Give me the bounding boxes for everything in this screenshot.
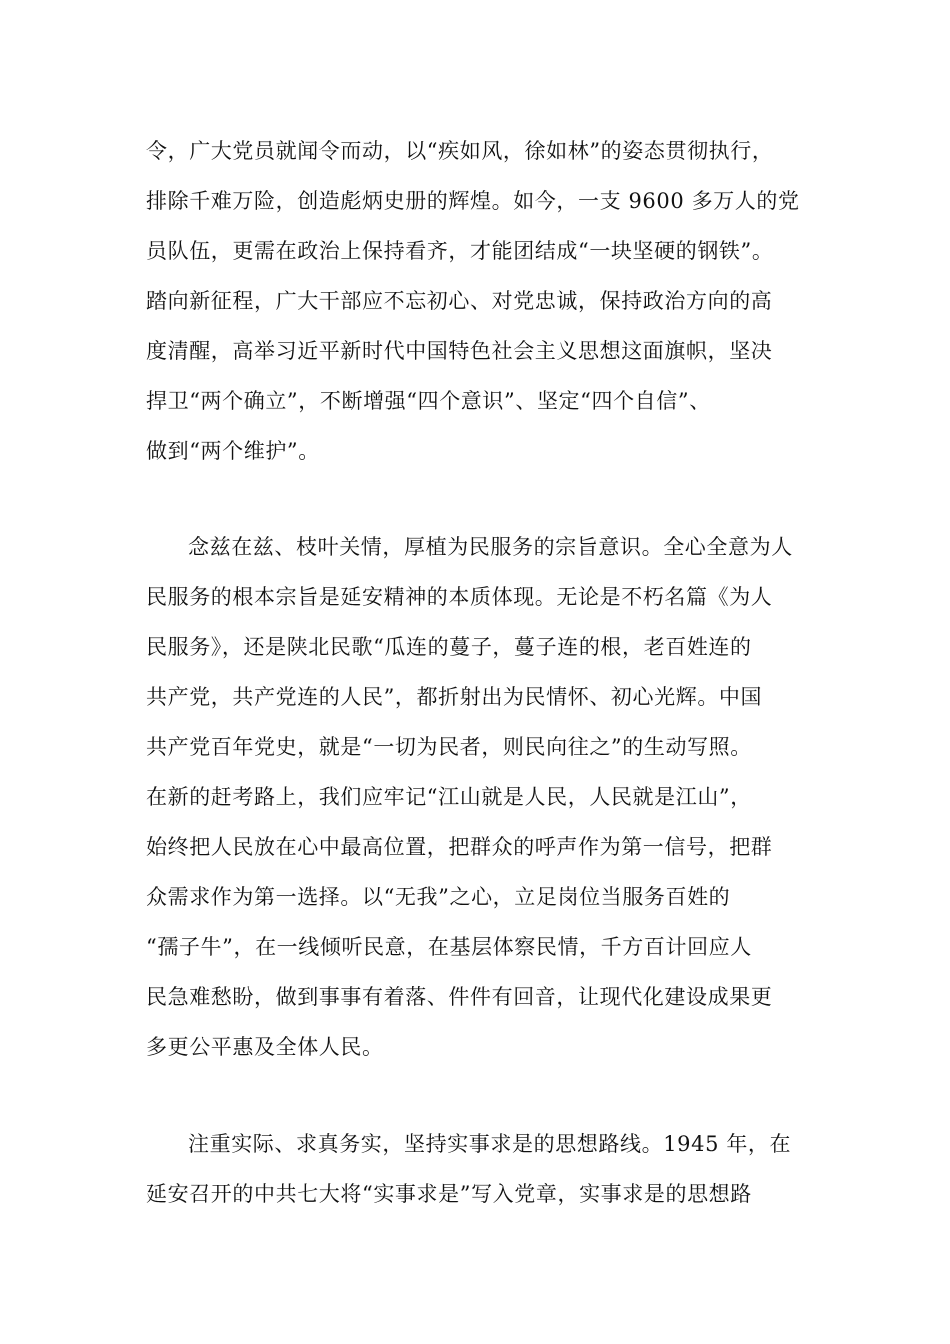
paragraph-line: 捍卫“两个确立”，不断增强“四个意识”、坚定“四个自信”、 <box>146 389 711 413</box>
paragraph-line: “孺子牛”，在一线倾听民意，在基层体察民情，千方百计回应人 <box>146 935 752 959</box>
paragraph-people-service <box>146 522 816 1072</box>
paragraph-line: 众需求作为第一选择。以“无我”之心，立足岗位当服务百姓的 <box>146 885 731 909</box>
paragraph-line: 在新的赶考路上，我们应牢记“江山就是人民，人民就是江山”， <box>146 785 752 809</box>
paragraph-line: 度清醒，高举习近平新时代中国特色社会主义思想这面旗帜，坚决 <box>146 339 773 363</box>
paragraph-line: 共产党，共产党连的人民”，都折射出为民情怀、初心光辉。中国 <box>146 685 763 709</box>
paragraph-line: 民急难愁盼，做到事事有着落、件件有回音，让现代化建设成果更 <box>146 985 773 1009</box>
paragraph-line: 延安召开的中共七大将“实事求是”写入党章，实事求是的思想路 <box>146 1182 752 1206</box>
paragraph-line: 排除千难万险，创造彪炳史册的辉煌。如今，一支 9600 多万人的党 <box>146 189 800 213</box>
paragraph-line: 民服务》，还是陕北民歌“瓜连的蔓子，蔓子连的根，老百姓连的 <box>146 635 752 659</box>
paragraph-line: 令，广大党员就闻令而动，以“疾如风，徐如林”的姿态贯彻执行， <box>146 139 774 163</box>
paragraph-line: 念兹在兹、枝叶关情，厚植为民服务的宗旨意识。全心全意为人 <box>188 535 793 559</box>
paragraph-line: 始终把人民放在心中最高位置，把群众的呼声作为第一信号，把群 <box>146 835 773 859</box>
paragraph-seek-truth <box>146 1119 816 1219</box>
paragraph-line: 共产党百年党史，就是“一切为民者，则民向往之”的生动写照。 <box>146 735 752 759</box>
paragraph-line: 注重实际、求真务实，坚持实事求是的思想路线。1945 年，在 <box>188 1132 792 1156</box>
paragraph-line: 民服务的根本宗旨是延安精神的本质体现。无论是不朽名篇《为人 <box>146 585 773 609</box>
paragraph-continuation <box>146 126 816 476</box>
paragraph-line: 员队伍，更需在政治上保持看齐，才能团结成“一块坚硬的钢铁”。 <box>146 239 774 263</box>
paragraph-line: 做到“两个维护”。 <box>146 439 320 463</box>
paragraph-line: 踏向新征程，广大干部应不忘初心、对党忠诚，保持政治方向的高 <box>146 289 773 313</box>
paragraph-line: 多更公平惠及全体人民。 <box>146 1035 384 1059</box>
